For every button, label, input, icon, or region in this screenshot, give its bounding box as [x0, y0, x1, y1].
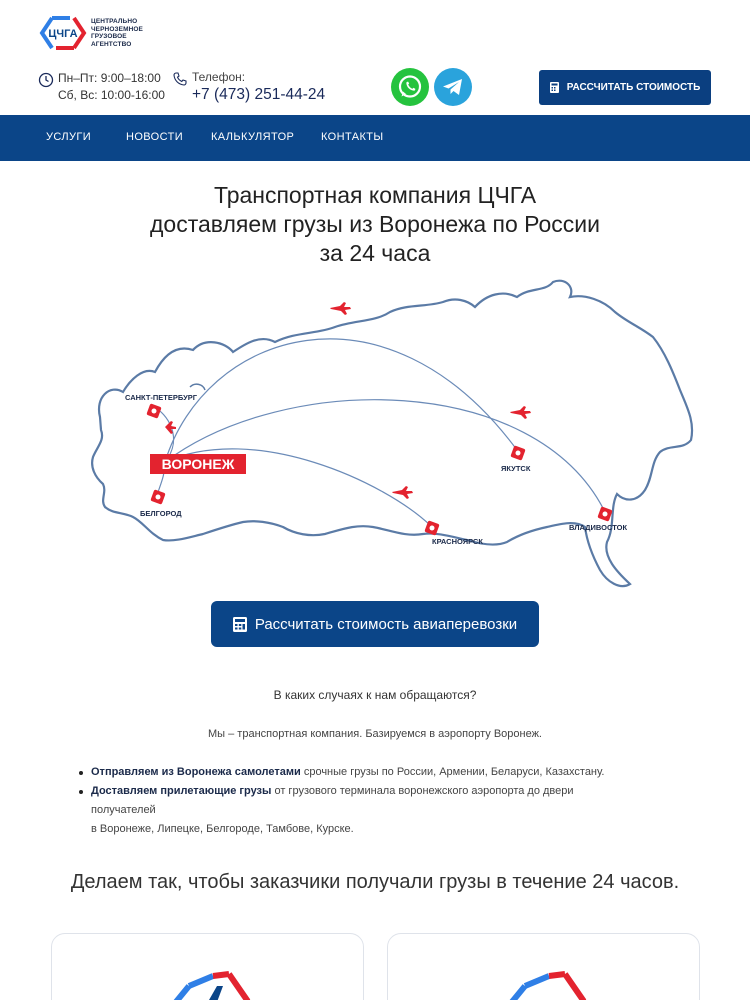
air-button-label: Рассчитать стоимость авиаперевозки [254, 615, 518, 633]
list-item-text: срочные грузы по России, Армении, Беларуси, Казахстану. [300, 766, 605, 778]
hero-title-line: за 24 часа [319, 240, 431, 266]
phone-icon [173, 72, 187, 86]
whatsapp-button[interactable] [391, 68, 429, 106]
section-question: В каких случаях к нам обращаются? [273, 688, 477, 702]
working-hours [38, 70, 165, 104]
nav-item-calculator[interactable]: КАЛЬКУЛЯТОР [211, 131, 295, 143]
phone-label: Телефон: [192, 70, 246, 84]
city-label-belgorod: БЕЛГОРОД [140, 509, 182, 518]
logo-line: АГЕНТСТВО [91, 40, 132, 48]
nav-item-contacts[interactable]: КОНТАКТЫ [321, 131, 384, 143]
hero-title [0, 181, 750, 268]
logo-line: ЧЕРНОЗЕМНОЕ [91, 25, 143, 33]
truck-icon [487, 956, 603, 1000]
list-item-continuation: в Воронеже, Липецке, Белгороде, Тамбове, Курске. [91, 823, 354, 835]
nav-item-services[interactable]: УСЛУГИ [46, 131, 92, 143]
airplane-icon [151, 956, 267, 1000]
russia-outline [92, 281, 692, 586]
list-item-text: от грузового терминала воронежского аэропорта до двери получателей [91, 785, 574, 816]
calculate-cost-label: РАССЧИТАТЬ СТОИМОСТЬ [566, 82, 701, 93]
logo-hexagon-icon [38, 14, 88, 52]
russia-route-map [55, 272, 700, 597]
list-item [77, 782, 637, 820]
telegram-button[interactable] [434, 68, 472, 106]
hours-weekend: Сб, Вс: 10:00-16:00 [58, 88, 165, 102]
telegram-icon [434, 68, 472, 106]
hero-title-line: Транспортная компания ЦЧГА [213, 182, 537, 208]
service-card-air[interactable] [51, 933, 364, 1000]
clock-icon [38, 72, 54, 88]
calculate-air-freight-button[interactable] [211, 601, 539, 647]
city-label-krasnoyarsk: КРАСНОЯРСК [432, 537, 483, 546]
whatsapp-icon [391, 68, 429, 106]
city-label-yakutsk: ЯКУТСК [501, 464, 531, 473]
logo-line: ЦЕНТРАЛЬНО [91, 18, 138, 25]
calculator-icon [550, 82, 559, 93]
hero-title-line: доставляем грузы из Воронежа по России [150, 211, 600, 237]
calculator-icon [233, 617, 247, 632]
origin-label: ВОРОНЕЖ [161, 456, 235, 472]
intro-text: Мы – транспортная компания. Базируемся в аэропорту Воронеж. [208, 728, 542, 740]
section-headline: Делаем так, чтобы заказчики получали грузы в течение 24 часов. [70, 871, 680, 893]
logo-line: ГРУЗОВОЕ [91, 33, 127, 40]
logo[interactable] [38, 14, 143, 52]
city-label-spb: САНКТ-ПЕТЕРБУРГ [125, 393, 198, 402]
main-nav [0, 115, 750, 161]
city-label-vladivostok: ВЛАДИВОСТОК [569, 523, 628, 532]
list-item [77, 763, 637, 782]
services-list [77, 763, 637, 839]
phone-block [173, 70, 325, 105]
phone-number-link[interactable]: +7 (473) 251-44-24 [192, 86, 326, 103]
logo-mark-text: ЦЧГА [48, 28, 78, 40]
logo-text [91, 18, 143, 48]
nav-item-news[interactable]: НОВОСТИ [126, 131, 184, 143]
hours-weekdays: Пн–Пт: 9:00–18:00 [58, 71, 161, 85]
service-card-truck[interactable] [387, 933, 700, 1000]
plane-icon [330, 302, 351, 315]
list-item-bold: Доставляем прилетающие грузы [91, 785, 272, 797]
list-item-bold: Отправляем из Воронежа самолетами [91, 766, 301, 778]
calculate-cost-button[interactable] [539, 70, 711, 105]
